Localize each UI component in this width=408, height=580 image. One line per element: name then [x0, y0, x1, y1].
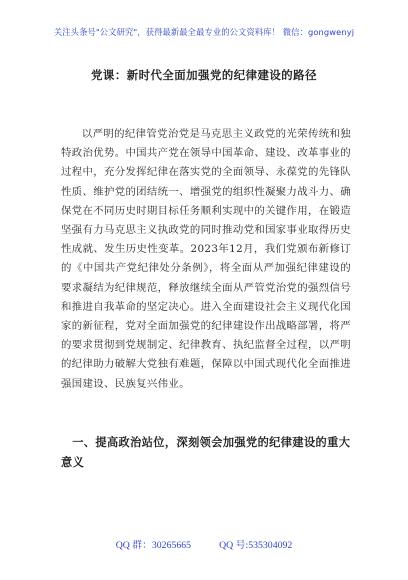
body-paragraph: 以严明的纪律管党治党是马克思主义政党的光荣传统和独特政治优势。中国共产党在领导中国革命、建设、改革事业的过程中，充分发挥纪律在落实党的全面领导、永葆党的先锋队性质、维护党的团结统一、增强党的组织性凝聚力战斗力、确保党在不同历史时期目标任务顺利实现中的关键作用，在锻造坚强有力马克思主义执政党的同时推动党和国家事业取得历史性成就、发生历史性变革。2023年12月，我们党颁布新修订的《中国共产党纪律处分条例》，将全面从严加强纪律建设的要求凝结为纪律规范，释放继续全面从严管党治党的强烈信号和推进自我革命的坚定决心。进入全面建设社会主义现代化国家的新征程，党对全面加强党的纪律建设作出战略部署，将严的要求贯彻到党规制定、纪律教育、执纪监督全过程，以严明的纪律助力破解大党独有难题，保障以中国式现代化全面推进强国建设、民族复兴伟业。 [61, 128, 351, 390]
section-heading: 一、提高政治站位，深刻领会加强党的纪律建设的重大意义 [61, 436, 351, 469]
qq-group-number: QQ 群：30265665 [115, 540, 192, 551]
document-title: 党课：新时代全面加强党的纪律建设的路径 [91, 68, 317, 82]
promo-banner: 关注头条号"公文研究"，获得最新最全最专业的公文资料库！ 微信：gongwenyj [53, 27, 355, 37]
footer-contact [0, 537, 408, 551]
qq-account-number: QQ 号:535304092 [219, 540, 293, 551]
